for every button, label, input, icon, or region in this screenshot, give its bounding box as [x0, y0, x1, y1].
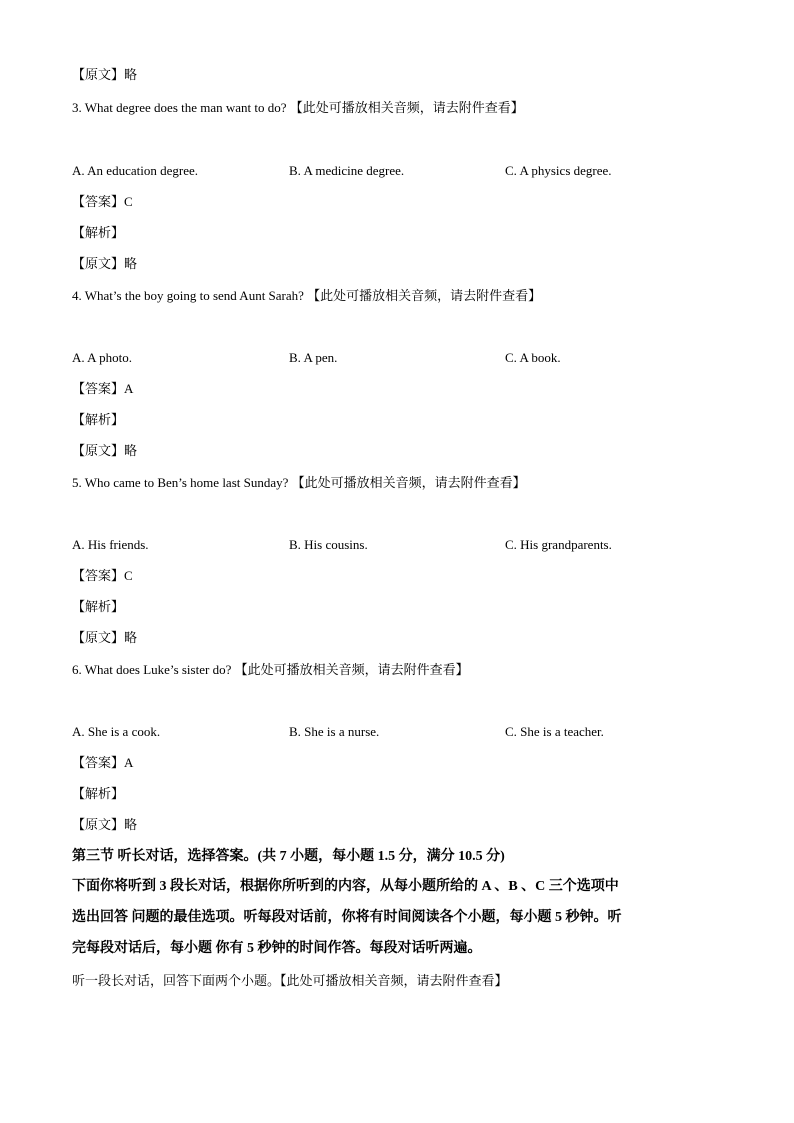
question-5: 5. Who came to Ben’s home last Sunday? 【此处可播放相关音频，请去附件查看】	[72, 475, 526, 490]
q5-answer: 【答案】C	[72, 568, 133, 583]
section-3-instruction-2: 选出回答 问题的最佳选项。听每段对话前，你将有时间阅读各个小题，每小题 5 秒钟。听	[72, 910, 622, 925]
q3-option-c: C. A physics degree.	[505, 163, 612, 178]
section-3-instruction-3: 完每段对话后，每小题 你有 5 秒钟的时间作答。每段对话听两遍。	[72, 941, 482, 956]
q3-analysis: 【解析】	[72, 225, 125, 240]
q6-option-b: B. She is a nurse.	[289, 724, 380, 739]
q5-analysis: 【解析】	[72, 599, 125, 614]
q6-analysis: 【解析】	[72, 786, 125, 801]
q4-option-c: C. A book.	[505, 350, 561, 365]
q6-option-a: A. She is a cook.	[72, 724, 161, 739]
q4-answer: 【答案】A	[72, 381, 134, 396]
q4-original: 【原文】略	[72, 443, 138, 458]
q6-option-c: C. She is a teacher.	[505, 724, 604, 739]
q5-option-c: C. His grandparents.	[505, 537, 612, 552]
section-3-instruction-1: 下面你将听到 3 段长对话，根据你所听到的内容，从每小题所给的 A 、B 、C 三个选项中	[72, 879, 619, 894]
q4-option-b: B. A pen.	[289, 350, 338, 365]
q3-original: 【原文】略	[72, 256, 138, 271]
q4-analysis: 【解析】	[72, 412, 125, 427]
section-3-title: 第三节 听长对话，选择答案。(共 7 小题，每小题 1.5 分，满分 10.5 分)	[72, 849, 505, 864]
q5-option-a: A. His friends.	[72, 537, 149, 552]
q5-option-b: B. His cousins.	[289, 537, 368, 552]
original-text-label: 【原文】略	[72, 67, 138, 82]
q3-option-a: A. An education degree.	[72, 163, 198, 178]
question-6: 6. What does Luke’s sister do? 【此处可播放相关音频，请去附件查看】	[72, 662, 469, 677]
q6-answer: 【答案】A	[72, 755, 134, 770]
q4-option-a: A. A photo.	[72, 350, 132, 365]
question-4: 4. What’s the boy going to send Aunt Sarah? 【此处可播放相关音频，请去附件查看】	[72, 288, 542, 303]
q5-original: 【原文】略	[72, 630, 138, 645]
q6-original: 【原文】略	[72, 817, 138, 832]
q3-option-b: B. A medicine degree.	[289, 163, 405, 178]
long-dialogue-prompt: 听一段长对话，回答下面两个小题。【此处可播放相关音频，请去附件查看】	[72, 973, 508, 988]
q3-answer: 【答案】C	[72, 194, 133, 209]
question-3: 3. What degree does the man want to do? 【此处可播放相关音频，请去附件查看】	[72, 100, 524, 115]
